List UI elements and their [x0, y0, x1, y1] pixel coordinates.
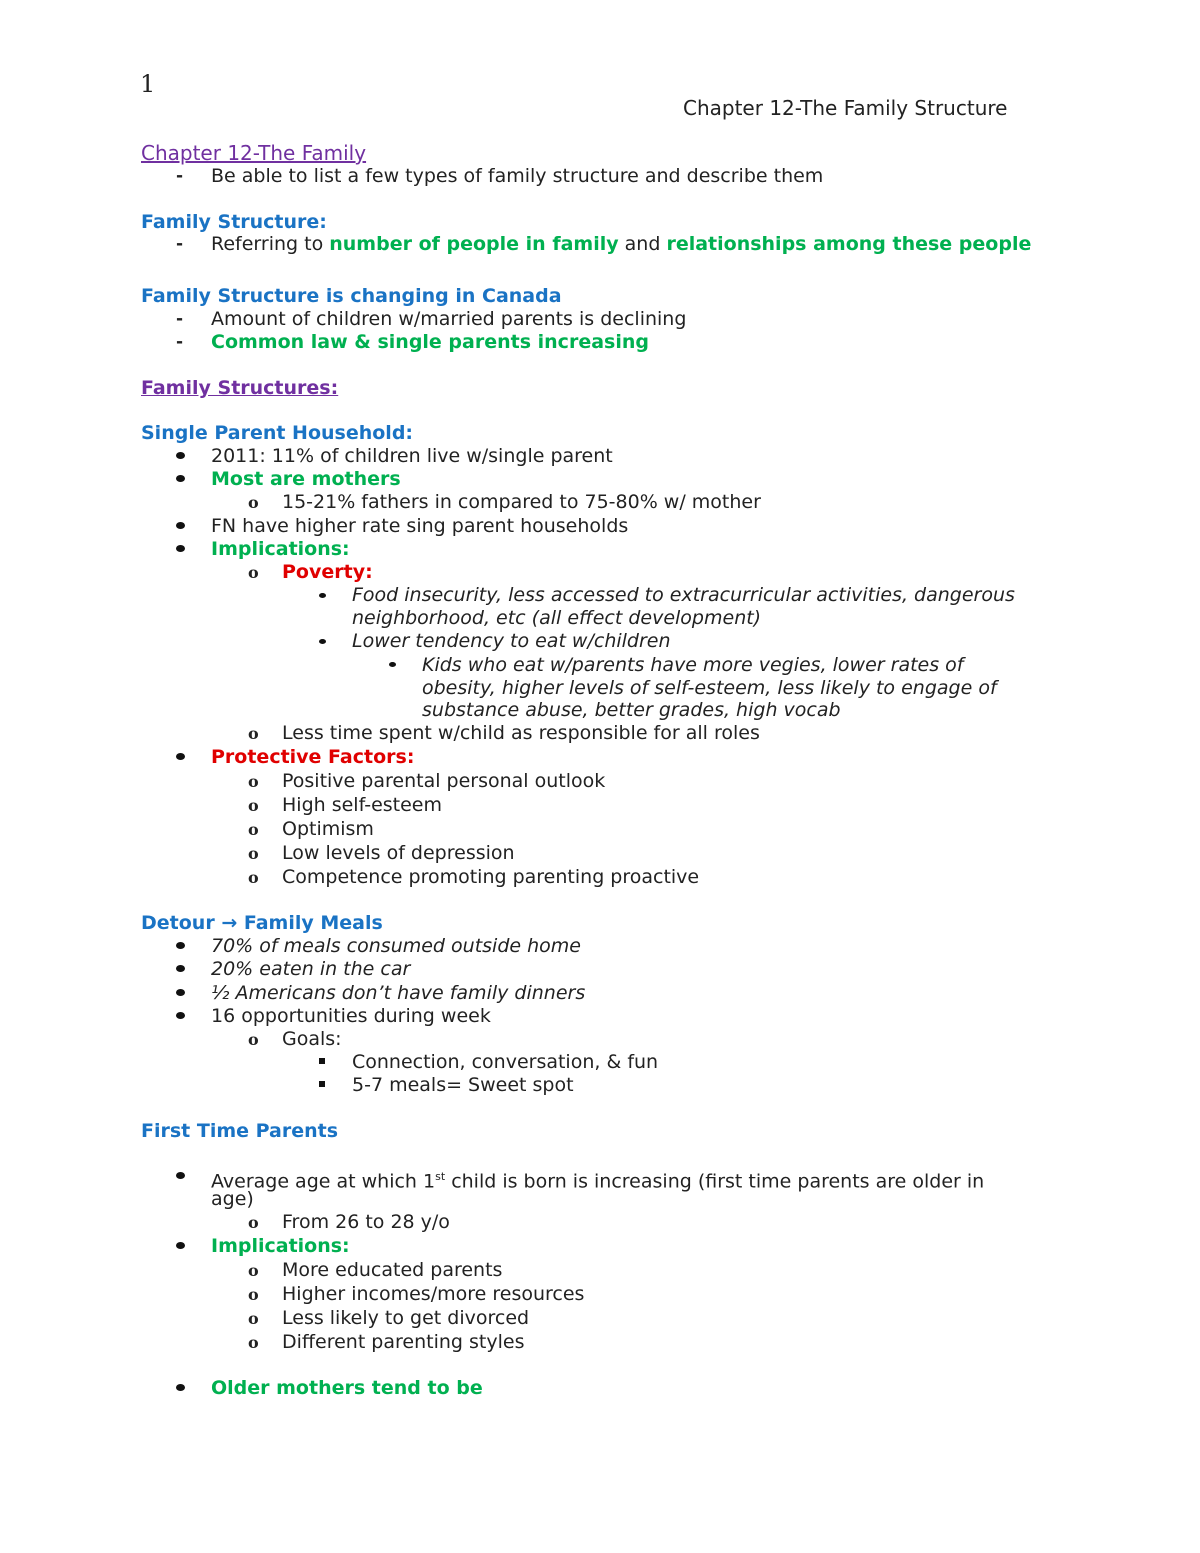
- bullet-icon: [176, 1172, 185, 1179]
- text: Referring to: [211, 233, 330, 255]
- list-item: 15-21% fathers in compared to 75-80% w/ mother: [282, 491, 761, 513]
- running-head: Chapter 12-The Family Structure: [683, 96, 1008, 120]
- highlight: number of people in family: [329, 233, 619, 255]
- circle-bullet-icon: o: [248, 1261, 259, 1280]
- list-item: 70% of meals consumed outside home: [211, 935, 581, 957]
- superscript: st: [435, 1170, 446, 1183]
- list-item: Implications:: [211, 538, 350, 560]
- list-item: Higher incomes/more resources: [282, 1283, 585, 1305]
- circle-bullet-icon: o: [248, 724, 259, 743]
- list-item: Less time spent w/child as responsible for all roles: [282, 722, 760, 744]
- circle-bullet-icon: o: [248, 1213, 259, 1232]
- list-item: Positive parental personal outlook: [282, 770, 606, 792]
- circle-bullet-icon: o: [248, 772, 259, 791]
- circle-bullet-icon: o: [248, 1333, 259, 1352]
- circle-bullet-icon: o: [248, 493, 259, 512]
- list-item: Common law & single parents increasing: [211, 331, 649, 353]
- list-item-continued: obesity, higher levels of self-esteem, less likely to engage of: [422, 677, 997, 699]
- circle-bullet-icon: o: [248, 1030, 259, 1049]
- text: child is born is increasing (first time parents are older in: [445, 1170, 985, 1193]
- square-bullet-icon: [319, 1081, 325, 1087]
- highlight: relationships among these people: [666, 233, 1032, 255]
- text: Family Meals: [237, 912, 383, 934]
- list-item: 5-7 meals= Sweet spot: [352, 1074, 574, 1096]
- list-item: [211, 1165, 984, 1193]
- list-item: Kids who eat w/parents have more vegies, lower rates of: [422, 654, 964, 676]
- bullet-icon: [176, 1384, 185, 1391]
- circle-bullet-icon: o: [248, 820, 259, 839]
- bullet-icon: [319, 639, 326, 644]
- circle-bullet-icon: o: [248, 868, 259, 887]
- text: Detour: [141, 912, 222, 934]
- section-heading-single-parent: Single Parent Household:: [141, 422, 414, 444]
- bullet-icon: [176, 965, 185, 972]
- section-heading-family-structure: Family Structure:: [141, 211, 327, 233]
- bullet-icon: [176, 1012, 185, 1019]
- list-item: Amount of children w/married parents is declining: [211, 308, 687, 330]
- bullet-icon: [176, 989, 185, 996]
- page-number: 1: [140, 70, 156, 98]
- square-bullet-icon: [319, 1058, 325, 1064]
- list-item: Protective Factors:: [211, 746, 415, 768]
- dash-marker: -: [176, 332, 184, 352]
- list-item: Connection, conversation, & fun: [352, 1051, 659, 1073]
- list-item: Goals:: [282, 1028, 342, 1050]
- circle-bullet-icon: o: [248, 1309, 259, 1328]
- circle-bullet-icon: o: [248, 796, 259, 815]
- circle-bullet-icon: o: [248, 563, 259, 582]
- list-item: 2011: 11% of children live w/single parent: [211, 445, 613, 467]
- list-item: More educated parents: [282, 1259, 503, 1281]
- section-heading-structures: Family Structures:: [141, 377, 339, 399]
- list-item-continued: substance abuse, better grades, high vocab: [422, 699, 841, 721]
- list-item: From 26 to 28 y/o: [282, 1211, 450, 1233]
- list-item: Competence promoting parenting proactive: [282, 866, 700, 888]
- list-item: Optimism: [282, 818, 374, 840]
- bullet-icon: [176, 753, 185, 760]
- list-item-continued: neighborhood, etc (all effect development): [352, 607, 762, 629]
- list-item: Older mothers tend to be: [211, 1377, 483, 1399]
- list-item: Less likely to get divorced: [282, 1307, 530, 1329]
- list-item: Lower tendency to eat w/children: [352, 630, 671, 652]
- arrow-right-icon: →: [221, 912, 238, 934]
- text: Average age at which 1: [211, 1170, 436, 1193]
- list-item: Poverty:: [282, 561, 373, 583]
- chapter-title: Chapter 12-The Family: [141, 141, 367, 165]
- bullet-icon: [176, 475, 185, 482]
- list-item: 20% eaten in the car: [211, 958, 411, 980]
- bullet-icon: [176, 1242, 185, 1249]
- dash-marker: -: [176, 309, 184, 329]
- bullet-icon: [389, 662, 396, 667]
- section-heading-detour: [141, 912, 383, 935]
- list-item: ½ Americans don’t have family dinners: [211, 982, 586, 1004]
- circle-bullet-icon: o: [248, 844, 259, 863]
- circle-bullet-icon: o: [248, 1285, 259, 1304]
- dash-marker: -: [176, 234, 184, 254]
- bullet-icon: [176, 452, 185, 459]
- text: and: [618, 233, 667, 255]
- section-heading-first-time-parents: First Time Parents: [141, 1120, 339, 1142]
- list-item: Be able to list a few types of family structure and describe them: [211, 165, 824, 187]
- bullet-icon: [176, 545, 185, 552]
- section-heading-changing: Family Structure is changing in Canada: [141, 285, 562, 307]
- bullet-icon: [176, 522, 185, 529]
- list-item: 16 opportunities during week: [211, 1005, 491, 1027]
- list-item: [211, 233, 1031, 256]
- list-item: Low levels of depression: [282, 842, 515, 864]
- list-item: Most are mothers: [211, 468, 401, 490]
- list-item: High self-esteem: [282, 794, 443, 816]
- list-item: Implications:: [211, 1235, 350, 1257]
- list-item: FN have higher rate sing parent households: [211, 515, 629, 537]
- bullet-icon: [319, 593, 326, 598]
- list-item-continued: age): [211, 1188, 254, 1210]
- list-item: Food insecurity, less accessed to extracurricular activities, dangerous: [352, 584, 1015, 606]
- dash-marker: -: [176, 166, 184, 186]
- bullet-icon: [176, 942, 185, 949]
- list-item: Different parenting styles: [282, 1331, 525, 1353]
